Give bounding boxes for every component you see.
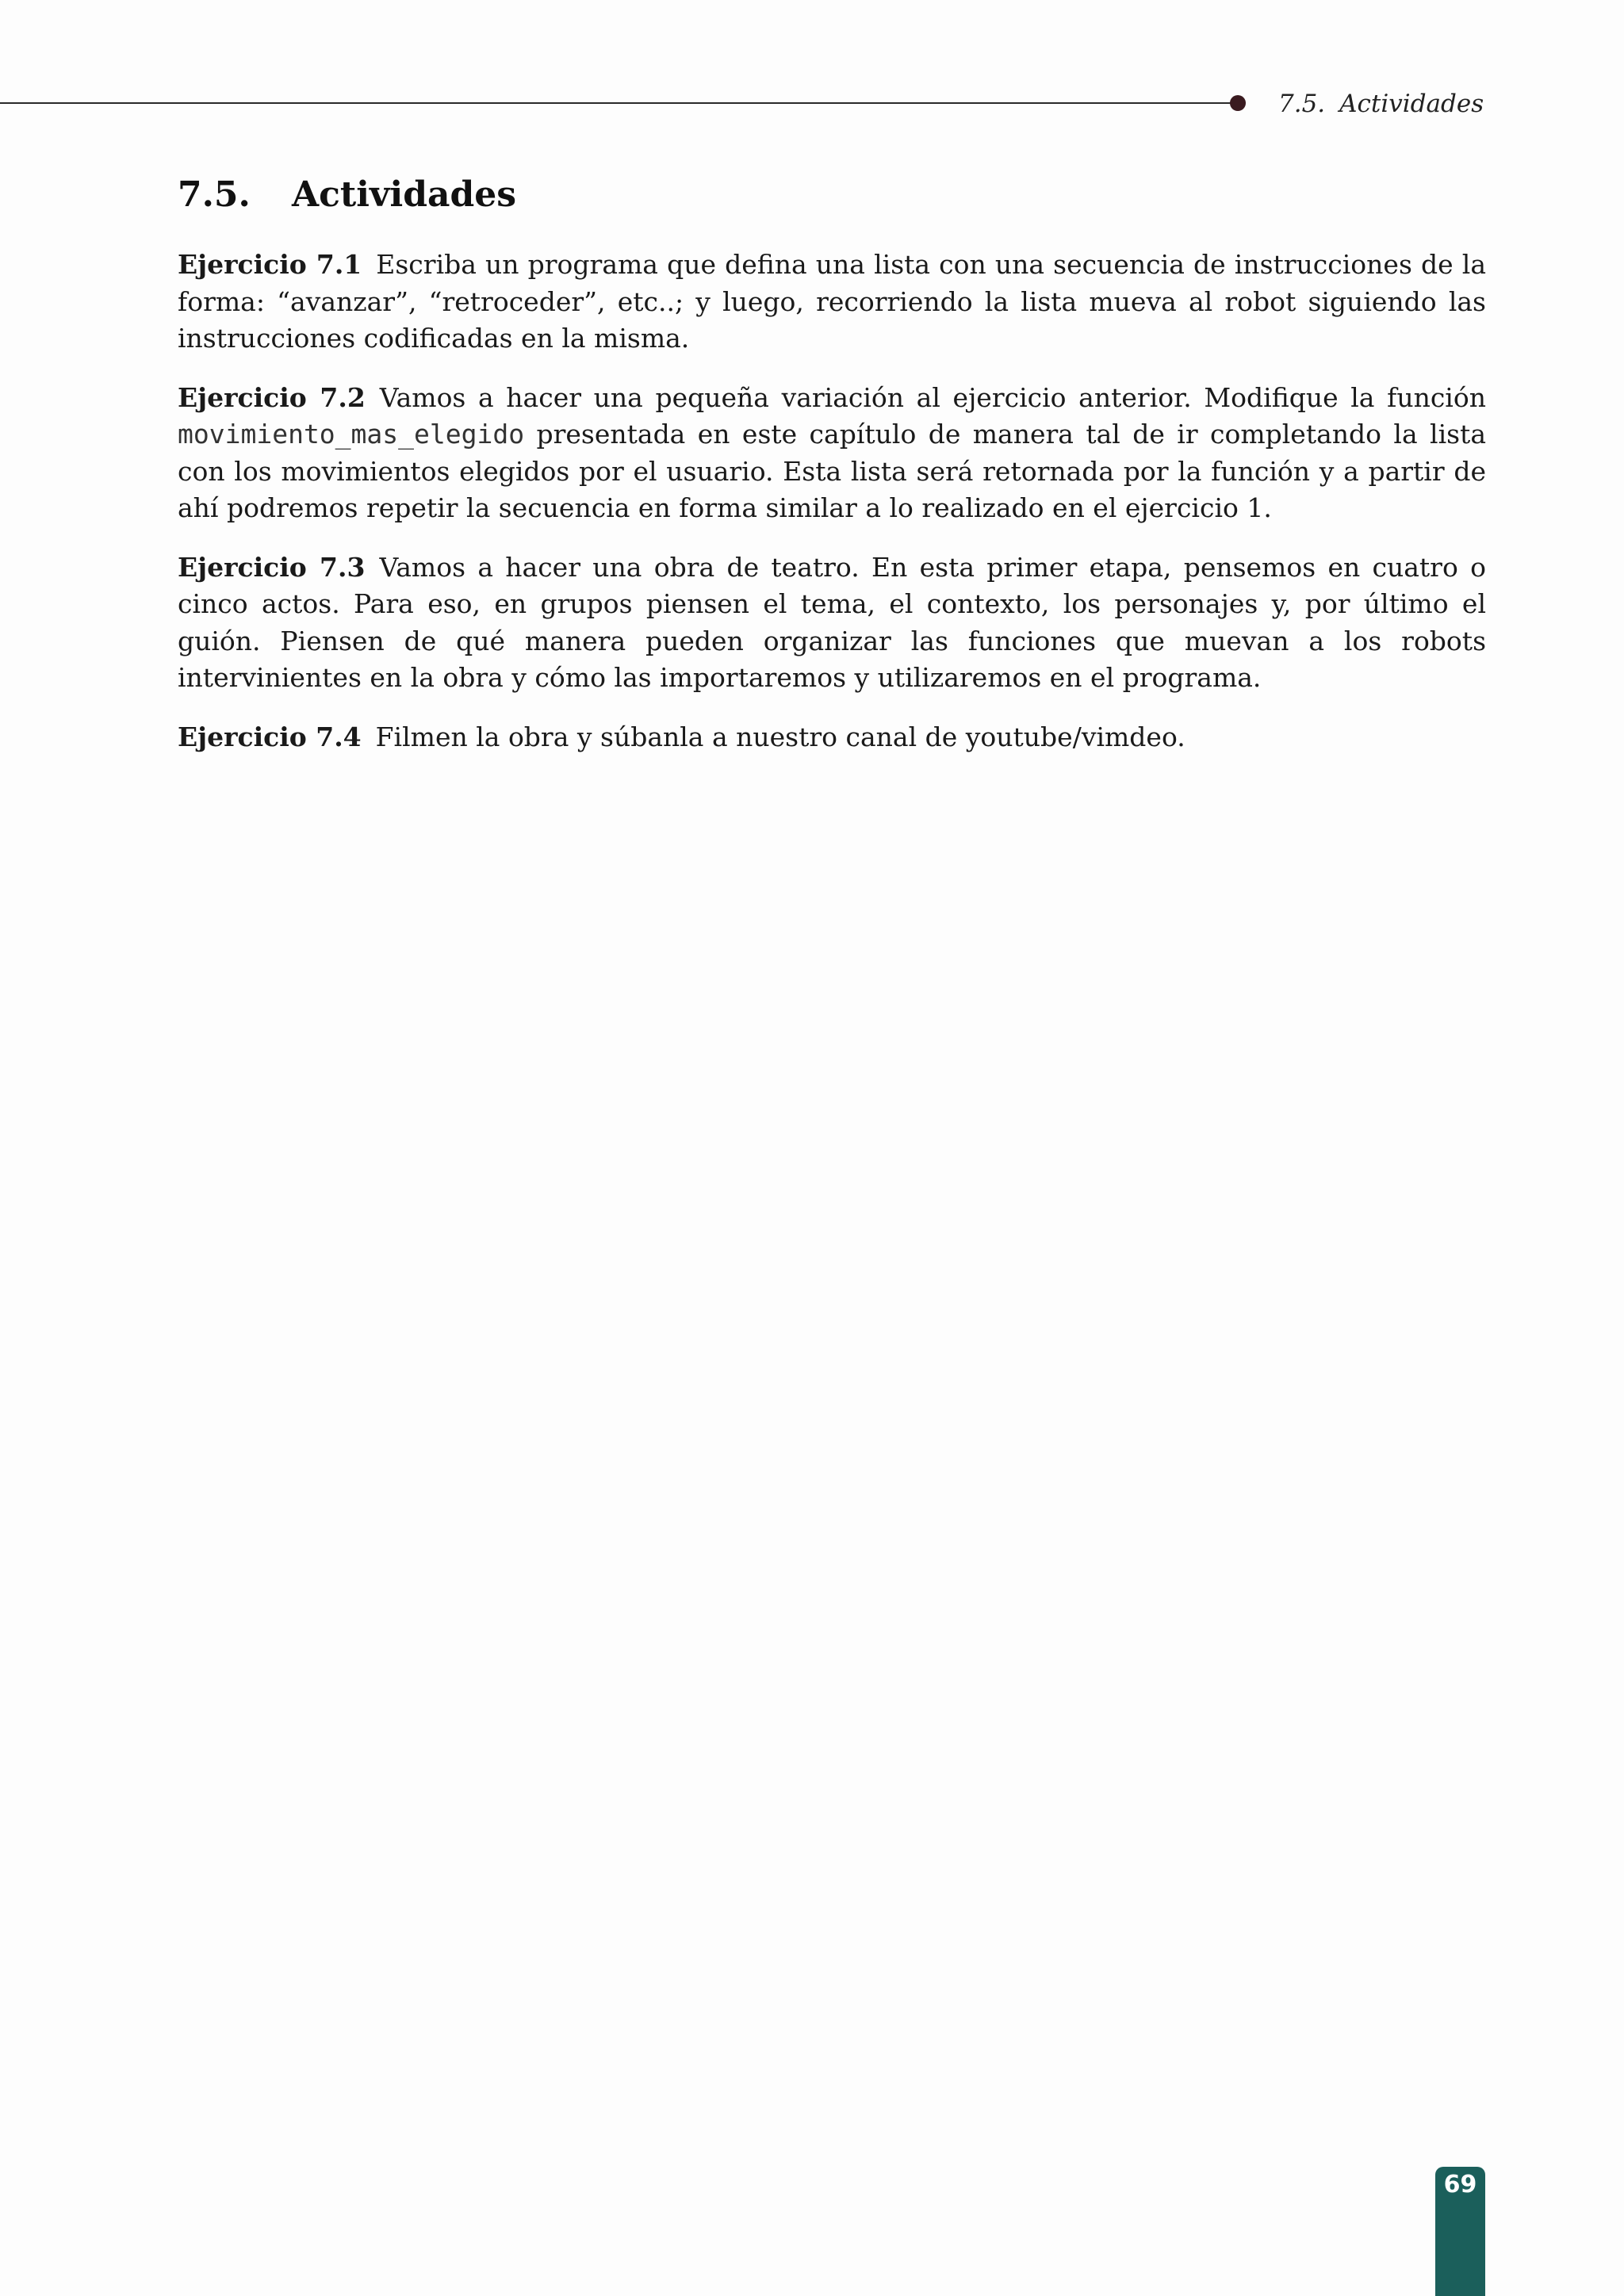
exercise-text: Filmen la obra y súbanla a nuestro canal de youtube/vimdeo. [375,721,1185,752]
exercise-7-4 [178,719,1486,756]
header-rule [0,102,1237,104]
exercise-label: Ejercicio 7.1 [178,249,362,280]
header-bullet-icon [1230,95,1246,111]
running-header-number: 7.5. [1278,90,1326,118]
section-name: Actividades [292,174,517,215]
function-name-code: movimiento_mas_elegido [178,419,525,450]
exercise-7-2 [178,380,1486,527]
exercise-7-3 [178,549,1486,697]
exercise-label: Ejercicio 7.3 [178,551,366,583]
exercise-text: Escriba un programa que defina una lista con una secuencia de instrucciones de la forma: “avanzar”, “retroceder”, etc..; y luego, recorriendo la lista mueva al robot siguiendo las instrucciones codificadas en la misma. [178,249,1487,354]
exercise-label: Ejercicio 7.4 [178,721,362,752]
page-content [178,174,1486,778]
running-header-title: Actividades [1339,90,1484,118]
exercise-text-after: presentada en este capítulo de manera tal de ir completando la lista con los movimientos elegidos por el usuario. Esta lista será retornada por la función y a partir de ahí podremos repetir la secuencia en forma similar a lo realizado en el ejercicio 1. [178,419,1486,523]
exercise-7-1 [178,247,1486,358]
running-header [1278,90,1484,118]
section-number: 7.5. [178,174,251,215]
section-title [178,174,1486,215]
exercise-text-before: Vamos a hacer una pequeña variación al ejercicio anterior. Modifique la función [379,381,1486,413]
exercise-label: Ejercicio 7.2 [178,381,366,413]
exercise-text: Vamos a hacer una obra de teatro. En esta primer etapa, pensemos en cuatro o cinco actos. Para eso, en grupos piensen el tema, el contexto, los personajes y, por último el guión. Piensen de qué manera pueden organizar las funciones que muevan a los robots intervinientes en la obra y cómo las importaremos y utilizaremos en el programa. [178,551,1486,693]
page-number: 69 [1443,2171,1477,2198]
